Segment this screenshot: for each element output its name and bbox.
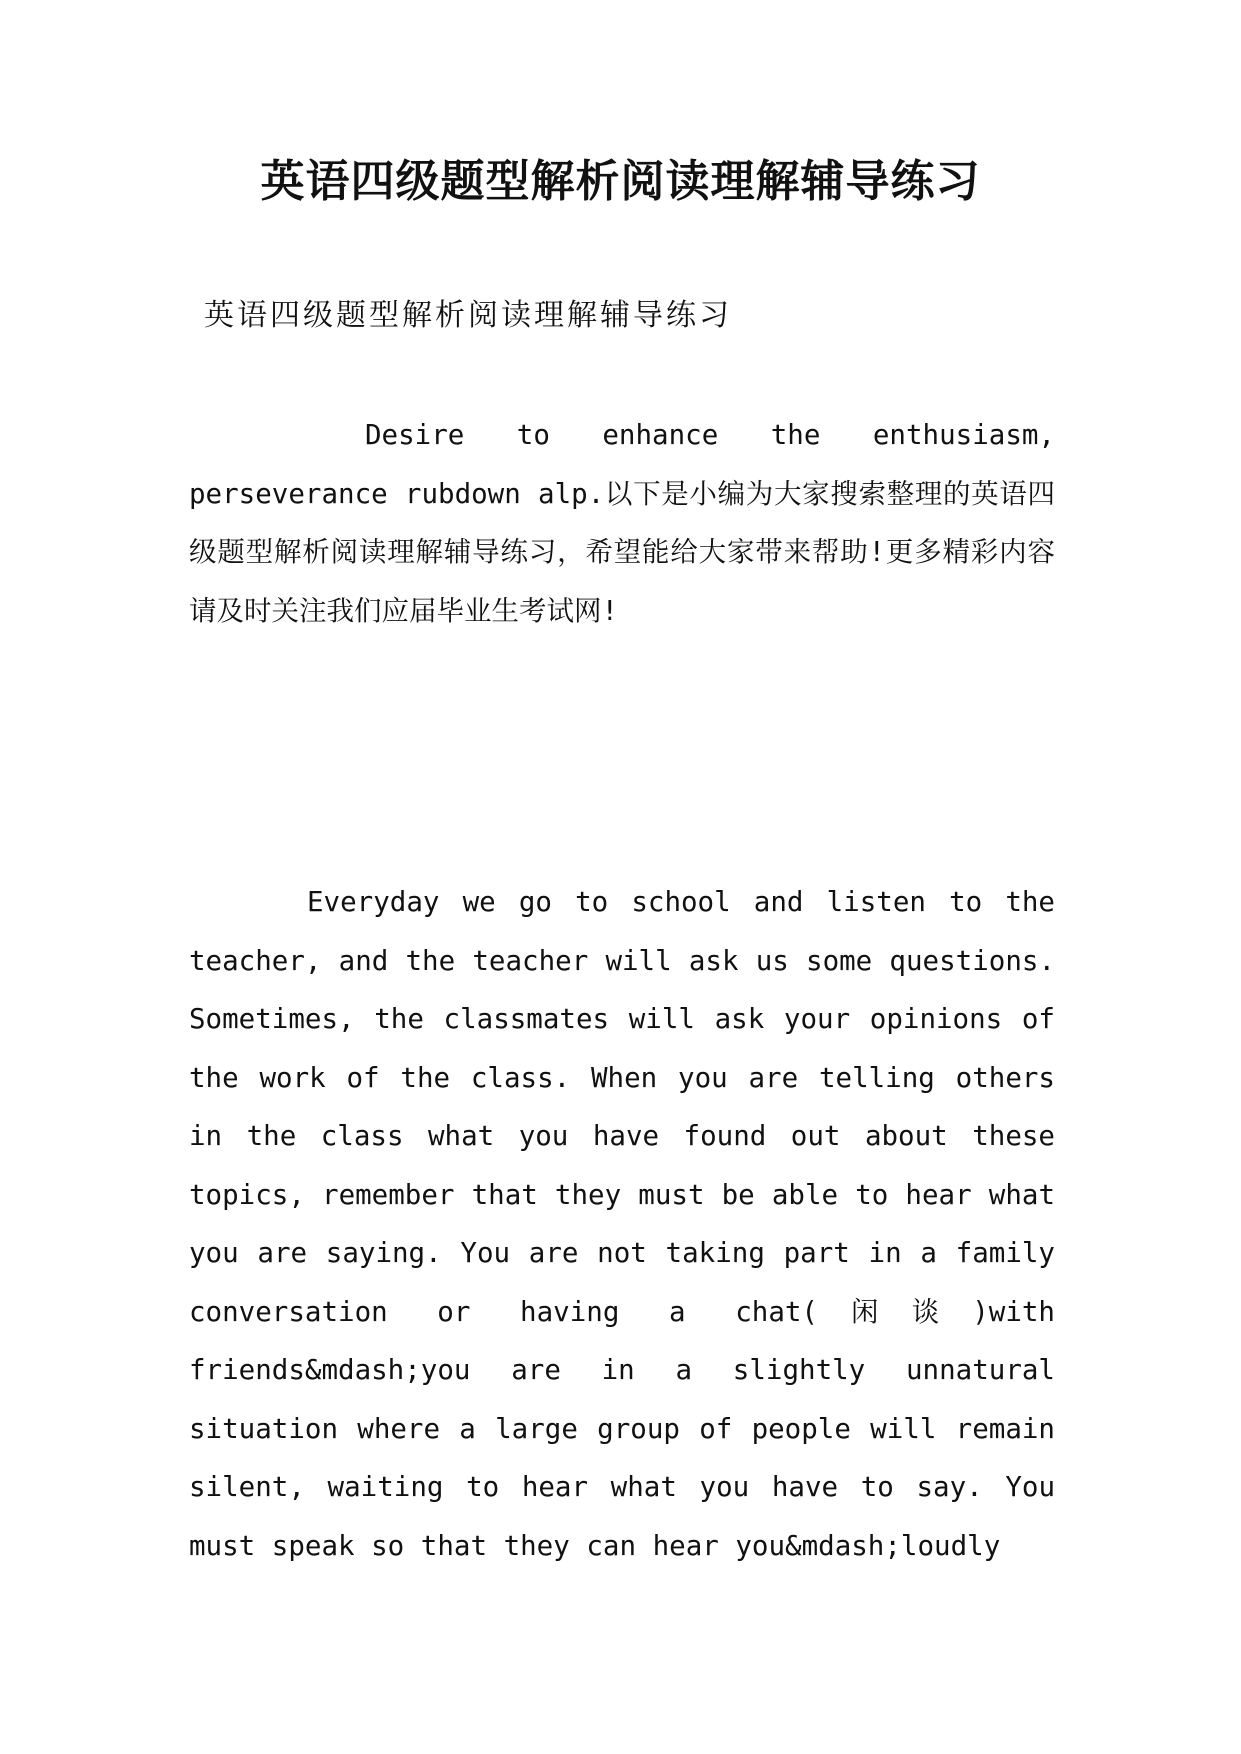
intro-paragraph: Desire to enhance the enthusiasm, perseverance rubdown alp.以下是小编为大家搜索整理的英语四级题型解析阅读理解辅导练习，希望能给大家带来帮助!更多精彩内容请及时关注我们应届毕业生考试网! — [189, 419, 1055, 627]
document-subtitle: 英语四级题型解析阅读理解辅导练习 — [204, 298, 732, 333]
reading-passage-paragraph: Everyday we go to school and listen to the teacher, and the teacher will ask us some questions. Sometimes, the classmates will ask your opinions of the work of the class. When you are telling others in the class what you have found out about these topics, remember that they must be able to hear what you are saying. You are not taking part in a family conversation or having a chat(闲谈)with friends&mdash;you are in a slightly unnatural situation where a large group of people will remain silent, waiting to hear what you have to say. You must speak so that they can hear you&mdash;loudly — [189, 886, 1055, 1562]
document-title: 英语四级题型解析阅读理解辅导练习 — [260, 156, 981, 207]
